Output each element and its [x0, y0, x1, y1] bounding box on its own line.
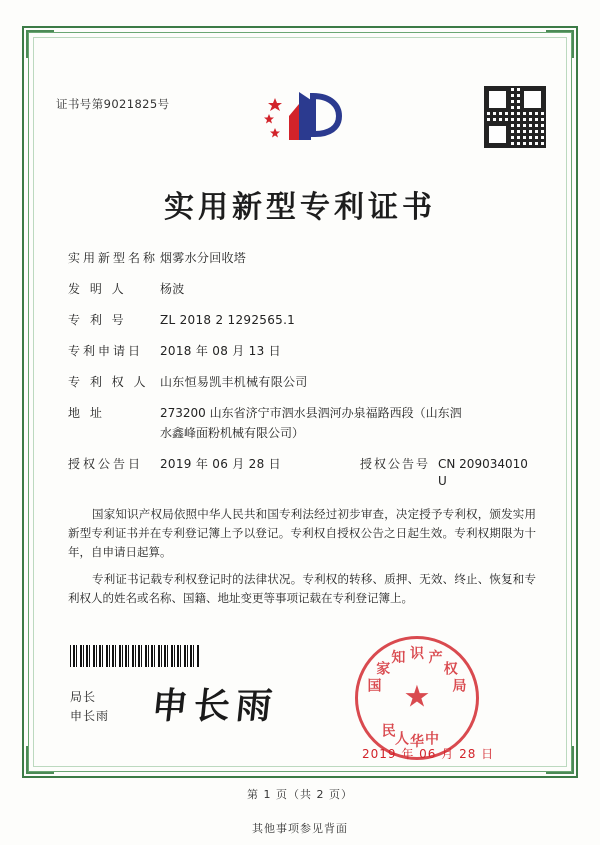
patent-office-logo-icon: [255, 82, 347, 150]
field-row-utility-model-name: [68, 250, 538, 267]
address-line-1: 273200 山东省济宁市泗水县泗河办泉福路西段（山东泗: [160, 406, 462, 420]
signature-name: 申长雨: [70, 709, 110, 723]
footnote: 其他事项参见背面: [252, 822, 348, 835]
corner-ornament-bottom-left: [26, 746, 54, 774]
field-value: 烟雾水分回收塔: [160, 251, 247, 265]
field-row-address: [68, 405, 538, 442]
signature-label: [70, 688, 109, 726]
field-label: 地 址: [68, 406, 105, 420]
paragraph-1: 国家知识产权局依照中华人民共和国专利法经过初步审查，决定授予专利权，颁发实用新型专利证书并在专利登记簿上予以登记。专利权自授权公告之日起生效。专利权期限为十年，自申请日起算。: [68, 507, 536, 559]
paragraph-2: 专利证书记载专利权登记时的法律状况。专利权的转移、质押、无效、终止、恢复和专利权人的姓名或名称、国籍、地址变更等事项记载在专利登记簿上。: [68, 572, 536, 605]
field-value-secondary: CN 209034010 U: [438, 457, 528, 488]
page-title: 实用新型专利证书: [164, 190, 436, 225]
barcode: [70, 645, 200, 667]
field-list: [68, 250, 538, 504]
corner-ornament-bottom-right: [546, 746, 574, 774]
field-row-grant-announcement: [68, 456, 538, 490]
handwritten-signature: 申长雨: [149, 685, 280, 727]
field-label: 授权公告日: [68, 457, 144, 471]
field-row-patentee: [68, 374, 538, 391]
field-value: 2018 年 08 月 13 日: [160, 344, 281, 358]
qr-code-icon: [484, 86, 546, 148]
field-row-patent-number: [68, 312, 538, 329]
field-label-secondary: 授权公告号: [360, 457, 431, 471]
seal-star-icon: ★: [403, 679, 431, 715]
field-label: 实用新型名称: [68, 251, 159, 265]
field-row-application-date: [68, 343, 538, 360]
certificate-number: 证书号第9021825号: [56, 97, 170, 111]
page-number: 第 1 页（共 2 页）: [247, 788, 353, 801]
corner-ornament-top-right: [546, 30, 574, 58]
field-label: 专 利 权 人: [68, 375, 149, 389]
signature-title: 局长: [70, 690, 97, 704]
field-value: 2019 年 06 月 28 日: [160, 457, 281, 471]
official-seal: [355, 636, 479, 760]
field-row-inventor: [68, 281, 538, 298]
corner-ornament-top-left: [26, 30, 54, 58]
body-paragraphs: [68, 505, 536, 616]
field-value: 山东恒易凯丰机械有限公司: [160, 375, 308, 389]
seal-ring-text: 国 家 知 识 产 权 局 中 华 人 民: [367, 646, 467, 750]
field-label: 专 利 号: [68, 313, 127, 327]
address-line-2: 水鑫峰面粉机械有限公司）: [160, 426, 305, 440]
field-label: 发 明 人: [68, 282, 127, 296]
field-label: 专利申请日: [68, 344, 144, 358]
seal-date: 2019 年 06 月 28 日: [362, 747, 495, 761]
field-value: 杨波: [160, 282, 185, 296]
field-value: ZL 2018 2 1292565.1: [160, 313, 296, 327]
